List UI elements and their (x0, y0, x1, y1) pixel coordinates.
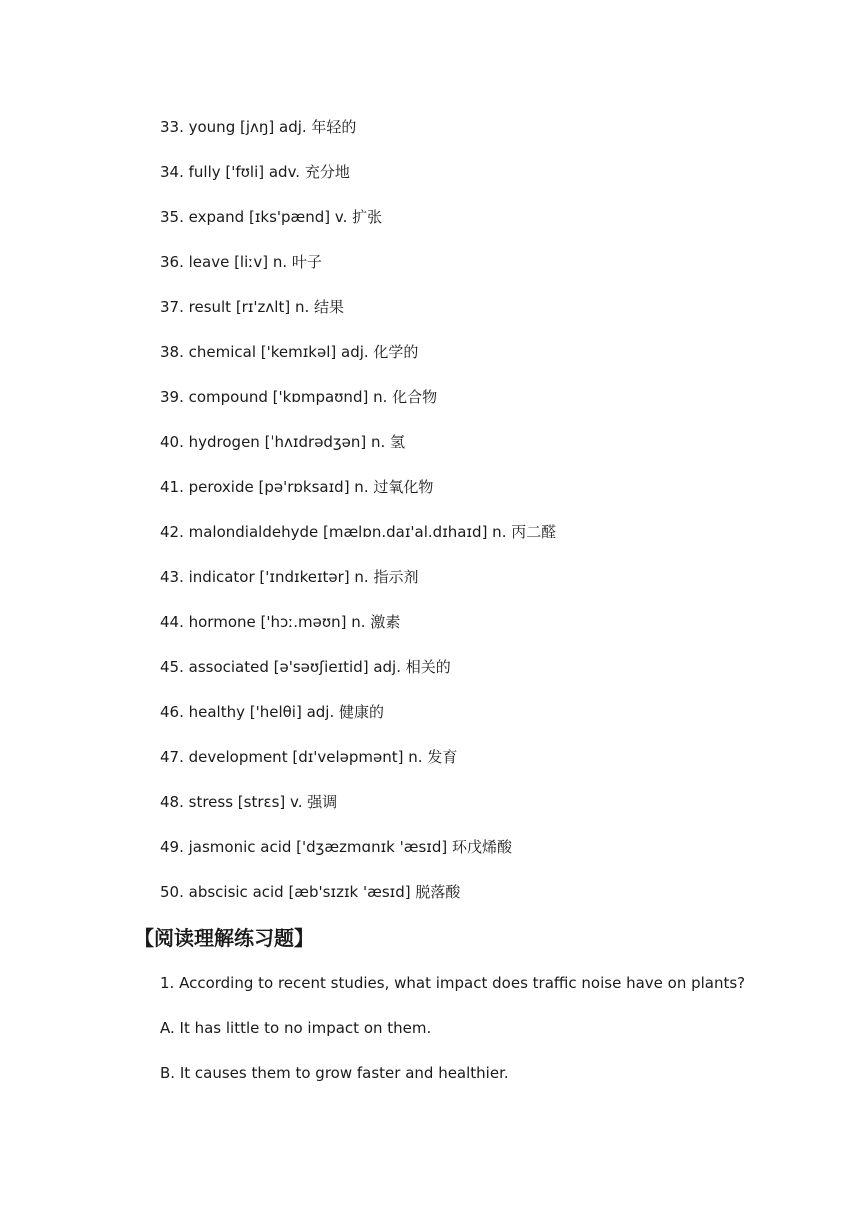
question-block (160, 972, 745, 1107)
vocab-item: 41. peroxide [pə'rɒksaɪd] n. 过氧化物 (160, 478, 434, 496)
vocab-item: 34. fully ['fʊli] adv. 充分地 (160, 163, 350, 181)
vocab-item: 35. expand [ɪks'pænd] v. 扩张 (160, 208, 383, 226)
vocab-item: 36. leave [liːv] n. 叶子 (160, 253, 322, 271)
vocab-item: 40. hydrogen [ˈhʌɪdrədʒən] n. 氢 (160, 433, 406, 451)
question-prompt: 1. According to recent studies, what impact does traffic noise have on plants? (160, 974, 746, 992)
vocab-item: 48. stress [strɛs] v. 强调 (160, 793, 338, 811)
vocab-item: 47. development [dɪ'veləpmənt] n. 发育 (160, 748, 458, 766)
vocab-item: 45. associated [ə'səʊʃieɪtid] adj. 相关的 (160, 658, 451, 676)
vocab-item: 33. young [jʌŋ] adj. 年轻的 (160, 118, 357, 136)
answer-option-b: B. It causes them to grow faster and healthier. (160, 1064, 509, 1082)
vocabulary-list (160, 116, 556, 926)
answer-option-a: A. It has little to no impact on them. (160, 1019, 432, 1037)
section-heading: 【阅读理解练习题】 (134, 926, 314, 950)
vocab-item: 39. compound ['kɒmpaʊnd] n. 化合物 (160, 388, 438, 406)
vocab-item: 49. jasmonic acid ['dʒæzmɑnɪk 'æsɪd] 环戊烯酸 (160, 838, 512, 856)
vocab-item: 44. hormone ['hɔː.məʊn] n. 激素 (160, 613, 401, 631)
vocab-item: 50. abscisic acid [æb'sɪzɪk 'æsɪd] 脱落酸 (160, 883, 461, 901)
vocab-item: 43. indicator ['ɪndɪkeɪtər] n. 指示剂 (160, 568, 419, 586)
vocab-item: 38. chemical ['kemɪkəl] adj. 化学的 (160, 343, 419, 361)
vocab-item: 46. healthy ['helθi] adj. 健康的 (160, 703, 385, 721)
vocab-item: 37. result [rɪ'zʌlt] n. 结果 (160, 298, 345, 316)
vocab-item: 42. malondialdehyde [mælɒn.daɪ'al.dɪhaɪd] n. 丙二醛 (160, 523, 557, 541)
